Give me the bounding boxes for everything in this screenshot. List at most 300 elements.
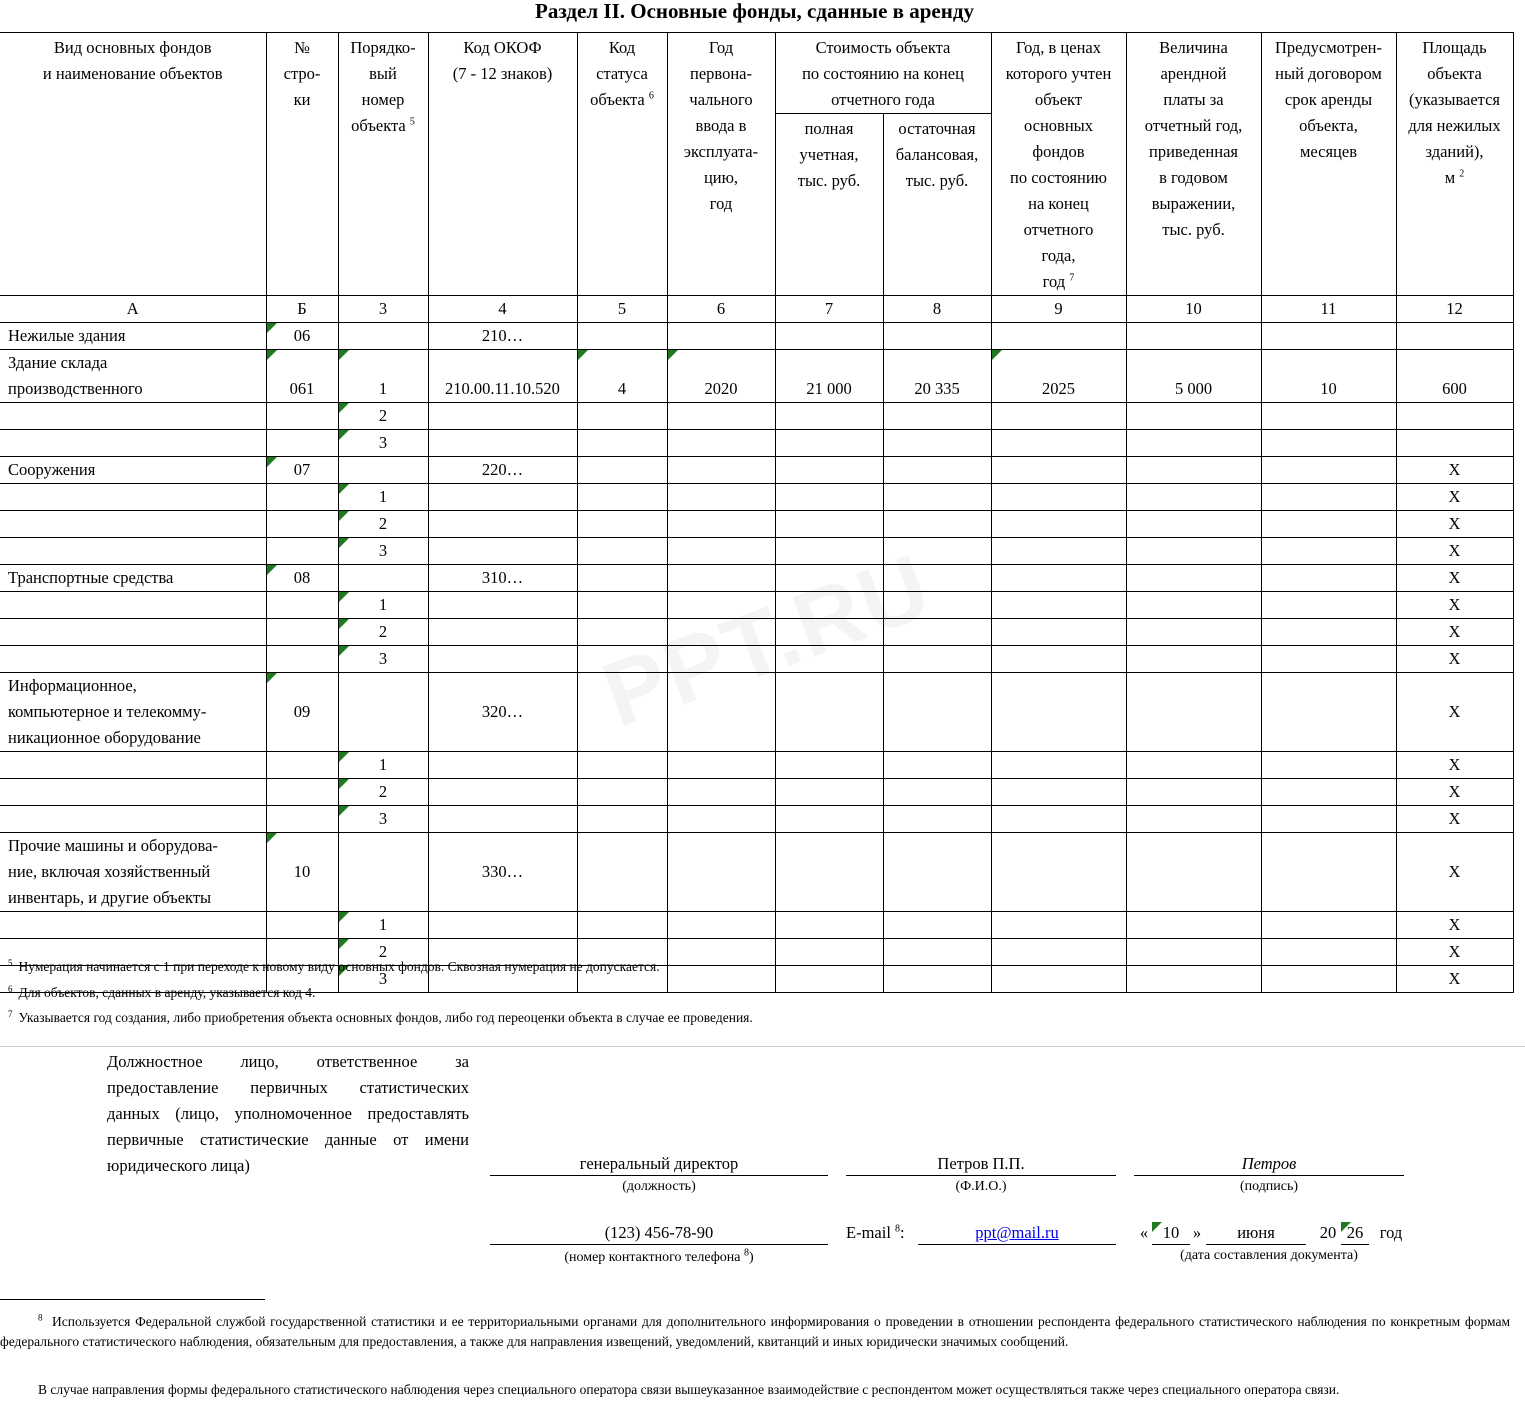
header-line: стро- [283, 64, 321, 83]
header-line: тыс. руб. [1162, 220, 1225, 239]
table-cell[interactable] [1261, 939, 1396, 966]
table-cell[interactable] [1261, 646, 1396, 673]
header-line: остаточная [898, 119, 976, 139]
table-cell[interactable] [428, 538, 577, 565]
table-row [0, 833, 1513, 912]
table-cell[interactable]: 2 [338, 939, 428, 966]
table-cell[interactable]: X [1396, 511, 1513, 538]
header-line: ввода в [695, 116, 747, 135]
table-cell[interactable] [991, 646, 1126, 673]
column-number: 5 [577, 296, 667, 323]
name-field[interactable]: Петров П.П. [846, 1153, 1116, 1176]
table-cell[interactable] [667, 403, 775, 430]
table-row [0, 592, 1513, 619]
header-line: (указывается [1409, 90, 1500, 109]
table-cell[interactable] [991, 779, 1126, 806]
table-cell[interactable] [428, 484, 577, 511]
table-cell[interactable] [266, 779, 338, 806]
table-cell[interactable] [428, 619, 577, 646]
table-cell[interactable] [883, 457, 991, 484]
table-cell[interactable] [991, 833, 1126, 912]
table-cell[interactable] [883, 806, 991, 833]
header-line: год [709, 194, 733, 213]
table-cell[interactable] [1261, 484, 1396, 511]
table-cell[interactable] [667, 484, 775, 511]
header-line: Код ОКОФ [463, 38, 542, 57]
table-cell[interactable] [428, 912, 577, 939]
table-cell[interactable] [991, 403, 1126, 430]
table-cell[interactable] [883, 833, 991, 912]
table-cell[interactable]: 09 [266, 673, 338, 752]
table-cell[interactable]: 2 [338, 511, 428, 538]
table-cell[interactable]: 3 [338, 646, 428, 673]
table-cell[interactable] [667, 966, 775, 993]
table-cell[interactable] [1126, 939, 1261, 966]
table-cell[interactable] [775, 939, 883, 966]
table-cell[interactable] [1126, 912, 1261, 939]
table-cell[interactable] [667, 592, 775, 619]
table-cell[interactable] [1261, 806, 1396, 833]
table-cell[interactable]: 210.00.11.10.520 [428, 350, 577, 403]
table-cell[interactable] [991, 457, 1126, 484]
table-cell[interactable] [428, 403, 577, 430]
table-cell[interactable] [1261, 565, 1396, 592]
email-label: E-mail $^8$: [846, 1223, 905, 1242]
section-title: Раздел II. Основные фонды, сданные в аренду [535, 0, 974, 23]
table-cell[interactable] [991, 966, 1126, 993]
header-line: номер [361, 90, 405, 109]
table-cell[interactable] [667, 457, 775, 484]
table-cell[interactable]: 5 000 [1126, 350, 1261, 403]
table-cell[interactable] [1126, 646, 1261, 673]
table-cell[interactable]: 2020 [667, 350, 775, 403]
table-cell[interactable] [883, 538, 991, 565]
table-cell[interactable] [775, 592, 883, 619]
table-cell[interactable] [577, 538, 667, 565]
table-cell[interactable]: X [1396, 484, 1513, 511]
header-line: объекта $^5$ [351, 116, 415, 135]
table-cell[interactable] [883, 779, 991, 806]
table-cell[interactable] [1126, 806, 1261, 833]
table-cell[interactable] [883, 646, 991, 673]
header-full-cost [775, 114, 883, 296]
table-cell[interactable] [991, 511, 1126, 538]
table-cell[interactable] [883, 619, 991, 646]
table-cell[interactable] [775, 457, 883, 484]
table-cell[interactable] [577, 457, 667, 484]
table-cell[interactable] [577, 833, 667, 912]
table-cell[interactable]: 2 [338, 779, 428, 806]
asset-name-cell [0, 592, 266, 619]
footnote-marker: 7 [1069, 272, 1075, 284]
table-cell[interactable] [266, 592, 338, 619]
header-object-cost [775, 33, 991, 114]
table-row [0, 619, 1513, 646]
table-cell[interactable] [577, 779, 667, 806]
table-row [0, 646, 1513, 673]
table-cell[interactable] [991, 565, 1126, 592]
asset-name-line: Информационное, [8, 676, 137, 695]
footnote-marker: 5 [409, 116, 415, 128]
table-cell[interactable] [775, 323, 883, 350]
table-cell[interactable]: 2 [338, 403, 428, 430]
table-cell[interactable] [775, 565, 883, 592]
header-line: первона- [690, 64, 752, 83]
footnote-marker: 6 [648, 90, 654, 102]
column-number: 10 [1126, 296, 1261, 323]
header-line: Порядко- [350, 38, 416, 57]
asset-name-cell [0, 430, 266, 457]
header-rent-amount [1126, 33, 1261, 296]
date-year-prefix: 20 [1319, 1223, 1337, 1242]
table-cell[interactable] [1261, 403, 1396, 430]
table-cell[interactable] [667, 538, 775, 565]
table-cell[interactable] [667, 673, 775, 752]
table-cell[interactable] [991, 592, 1126, 619]
table-cell[interactable] [266, 403, 338, 430]
header-line: срок аренды [1284, 90, 1373, 109]
table-cell[interactable] [667, 323, 775, 350]
table-cell[interactable]: 4 [577, 350, 667, 403]
table-cell[interactable] [1261, 619, 1396, 646]
table-cell[interactable]: 1 [338, 912, 428, 939]
table-cell[interactable] [1396, 403, 1513, 430]
table-cell[interactable] [991, 806, 1126, 833]
header-line: учетная, [799, 145, 859, 165]
table-cell[interactable] [775, 511, 883, 538]
table-cell[interactable] [1261, 592, 1396, 619]
date-year-field[interactable]: 26 [1341, 1222, 1369, 1245]
table-cell[interactable]: X [1396, 833, 1513, 912]
table-cell[interactable] [1261, 323, 1396, 350]
table-cell[interactable] [883, 323, 991, 350]
table-cell[interactable]: X [1396, 592, 1513, 619]
asset-name-cell: Транспортные средства [0, 565, 266, 592]
table-cell[interactable] [775, 966, 883, 993]
table-cell[interactable] [1261, 457, 1396, 484]
table-cell[interactable]: X [1396, 912, 1513, 939]
table-cell[interactable] [1261, 430, 1396, 457]
table-cell[interactable] [775, 538, 883, 565]
date-close-quote: » [1192, 1223, 1202, 1242]
table-cell[interactable] [883, 592, 991, 619]
table-cell[interactable] [266, 430, 338, 457]
table-cell[interactable] [577, 673, 667, 752]
header-line: и наименование объектов [42, 64, 223, 83]
table-cell[interactable] [266, 806, 338, 833]
table-cell[interactable]: 600 [1396, 350, 1513, 403]
table-cell[interactable] [1126, 430, 1261, 457]
table-cell[interactable] [338, 323, 428, 350]
asset-name-line: Прочие машины и оборудова- [8, 836, 218, 855]
table-cell[interactable] [775, 779, 883, 806]
table-cell[interactable] [991, 484, 1126, 511]
table-cell[interactable]: 320… [428, 673, 577, 752]
table-cell[interactable] [338, 833, 428, 912]
table-cell[interactable] [577, 511, 667, 538]
table-cell[interactable]: 08 [266, 565, 338, 592]
table-cell[interactable]: 2 [338, 619, 428, 646]
asset-name-line: производственного [8, 379, 143, 398]
footnote-rule [0, 1299, 265, 1300]
header-line: тыс. руб. [905, 171, 969, 191]
table-cell[interactable]: 1 [338, 484, 428, 511]
table-cell[interactable] [266, 912, 338, 939]
table-cell[interactable] [1261, 752, 1396, 779]
table-cell[interactable] [428, 592, 577, 619]
table-cell[interactable] [577, 912, 667, 939]
table-cell[interactable]: 1 [338, 752, 428, 779]
table-cell[interactable] [428, 646, 577, 673]
column-number: 7 [775, 296, 883, 323]
table-cell[interactable] [883, 912, 991, 939]
table-cell[interactable] [991, 323, 1126, 350]
table-cell[interactable] [667, 430, 775, 457]
table-cell[interactable] [1261, 966, 1396, 993]
table-cell[interactable] [883, 673, 991, 752]
date-open-quote: « [1139, 1223, 1149, 1242]
table-cell[interactable] [428, 779, 577, 806]
column-number: 9 [991, 296, 1126, 323]
header-line: ки [293, 90, 311, 109]
asset-name-cell [0, 619, 266, 646]
table-cell[interactable] [577, 592, 667, 619]
table-cell[interactable] [1126, 779, 1261, 806]
table-cell[interactable] [1126, 323, 1261, 350]
column-number: 6 [667, 296, 775, 323]
table-cell[interactable] [883, 565, 991, 592]
table-cell[interactable] [266, 752, 338, 779]
table-cell[interactable] [667, 752, 775, 779]
table-cell[interactable] [1261, 779, 1396, 806]
table-cell[interactable] [428, 511, 577, 538]
table-cell[interactable] [1261, 673, 1396, 752]
table-cell[interactable] [667, 646, 775, 673]
table-cell[interactable]: 07 [266, 457, 338, 484]
signature-field[interactable]: Петров [1134, 1153, 1404, 1176]
table-cell[interactable] [991, 912, 1126, 939]
email-link[interactable]: ppt@mail.ru [975, 1223, 1059, 1242]
table-cell[interactable] [991, 619, 1126, 646]
asset-name-line: Здание склада [8, 353, 108, 372]
table-cell[interactable] [577, 619, 667, 646]
table-cell[interactable] [1126, 592, 1261, 619]
asset-name-cell [0, 646, 266, 673]
table-cell[interactable]: 10 [1261, 350, 1396, 403]
table-cell[interactable] [577, 484, 667, 511]
table-cell[interactable] [883, 484, 991, 511]
table-cell[interactable]: X [1396, 673, 1513, 752]
table-cell[interactable] [775, 403, 883, 430]
table-cell[interactable] [266, 538, 338, 565]
table-cell[interactable] [1261, 912, 1396, 939]
table-cell[interactable] [667, 833, 775, 912]
table-cell[interactable]: 310… [428, 565, 577, 592]
table-cell[interactable]: 1 [338, 592, 428, 619]
table-cell[interactable] [1396, 430, 1513, 457]
header-line: объект [1034, 90, 1083, 109]
table-cell[interactable] [266, 619, 338, 646]
table-cell[interactable] [667, 806, 775, 833]
position-field[interactable]: генеральный директор [490, 1153, 828, 1176]
table-cell[interactable]: 21 000 [775, 350, 883, 403]
table-cell[interactable] [883, 966, 991, 993]
header-line: на конец [1028, 194, 1089, 213]
table-cell[interactable] [1126, 833, 1261, 912]
table-cell[interactable] [338, 565, 428, 592]
table-cell[interactable] [667, 779, 775, 806]
table-cell[interactable] [775, 619, 883, 646]
header-line: приведенная [1148, 142, 1238, 161]
table-cell[interactable] [1126, 565, 1261, 592]
table-cell[interactable]: X [1396, 646, 1513, 673]
table-cell[interactable] [266, 511, 338, 538]
table-cell[interactable]: 061 [266, 350, 338, 403]
table-cell[interactable]: 2025 [991, 350, 1126, 403]
table-cell[interactable] [1126, 457, 1261, 484]
table-cell[interactable] [667, 939, 775, 966]
table-cell[interactable] [775, 912, 883, 939]
date-day-field[interactable]: 10 [1152, 1222, 1190, 1245]
phone-field[interactable]: (123) 456-78-90 [490, 1222, 828, 1245]
asset-name-cell [0, 912, 266, 939]
table-cell[interactable]: X [1396, 457, 1513, 484]
table-cell[interactable]: 220… [428, 457, 577, 484]
email-field[interactable] [918, 1222, 1116, 1245]
table-cell[interactable] [1126, 752, 1261, 779]
table-cell[interactable] [775, 430, 883, 457]
table-cell[interactable]: X [1396, 538, 1513, 565]
table-cell[interactable] [1126, 619, 1261, 646]
table-cell[interactable]: 3 [338, 430, 428, 457]
table-cell[interactable] [1126, 511, 1261, 538]
table-row [0, 806, 1513, 833]
table-cell[interactable] [883, 403, 991, 430]
table-cell[interactable] [883, 430, 991, 457]
table-cell[interactable]: 10 [266, 833, 338, 912]
header-line: Предусмотрен- [1274, 38, 1383, 57]
asset-name-cell [0, 806, 266, 833]
header-status-code [577, 33, 667, 296]
table-cell[interactable] [577, 403, 667, 430]
table-cell[interactable] [577, 806, 667, 833]
table-cell[interactable] [266, 484, 338, 511]
table-cell[interactable]: X [1396, 806, 1513, 833]
table-cell[interactable]: 3 [338, 538, 428, 565]
table-cell[interactable] [667, 511, 775, 538]
header-area [1396, 33, 1513, 296]
header-line: для нежилых [1408, 116, 1501, 135]
header-line: объекта $^6$ [590, 90, 654, 109]
header-line: арендной [1160, 64, 1227, 83]
table-cell[interactable]: X [1396, 939, 1513, 966]
table-cell[interactable] [991, 430, 1126, 457]
footnote-6: $^6$ Для объектов, сданных в аренду, указывается код 4. [8, 983, 316, 1000]
table-cell[interactable]: X [1396, 752, 1513, 779]
table-cell[interactable] [667, 619, 775, 646]
header-line: № [294, 38, 310, 57]
table-cell[interactable]: 210… [428, 323, 577, 350]
table-cell[interactable] [577, 430, 667, 457]
table-cell[interactable] [775, 806, 883, 833]
table-cell[interactable] [1126, 673, 1261, 752]
column-number-row [0, 296, 1513, 323]
header-line: в годовом [1159, 168, 1228, 187]
table-cell[interactable] [667, 912, 775, 939]
table-cell[interactable] [428, 806, 577, 833]
signature-caption: (подпись) [1239, 1179, 1299, 1194]
table-cell[interactable]: X [1396, 966, 1513, 993]
table-cell[interactable] [1126, 538, 1261, 565]
table-cell[interactable] [991, 939, 1126, 966]
table-cell[interactable] [991, 752, 1126, 779]
table-cell[interactable] [1261, 538, 1396, 565]
table-cell[interactable]: X [1396, 619, 1513, 646]
table-cell[interactable] [1261, 833, 1396, 912]
table-cell[interactable] [991, 673, 1126, 752]
column-number: 3 [338, 296, 428, 323]
table-cell[interactable] [775, 646, 883, 673]
table-cell[interactable] [577, 565, 667, 592]
table-cell[interactable] [1396, 323, 1513, 350]
table-cell[interactable] [577, 752, 667, 779]
table-row [0, 430, 1513, 457]
table-cell[interactable] [577, 323, 667, 350]
table-cell[interactable] [577, 646, 667, 673]
date-month-field[interactable]: июня [1206, 1222, 1306, 1245]
section-divider [0, 1046, 1525, 1047]
table-cell[interactable] [667, 565, 775, 592]
table-cell[interactable]: 3 [338, 806, 428, 833]
table-row [0, 912, 1513, 939]
asset-name-cell: Нежилые здания [0, 323, 266, 350]
table-cell[interactable]: 3 [338, 966, 428, 993]
table-cell[interactable] [775, 484, 883, 511]
table-cell[interactable] [775, 833, 883, 912]
header-line: выражении, [1151, 194, 1236, 213]
column-number: 12 [1396, 296, 1513, 323]
table-cell[interactable] [775, 673, 883, 752]
table-cell[interactable]: 330… [428, 833, 577, 912]
header-line: м $^2$ [1444, 168, 1465, 187]
table-cell[interactable] [775, 752, 883, 779]
table-cell[interactable]: X [1396, 779, 1513, 806]
table-cell[interactable]: X [1396, 565, 1513, 592]
table-cell[interactable] [991, 538, 1126, 565]
header-line: полная [804, 119, 854, 139]
table-cell[interactable]: 1 [338, 350, 428, 403]
table-cell[interactable]: 20 335 [883, 350, 991, 403]
table-cell[interactable] [883, 752, 991, 779]
table-cell[interactable]: 06 [266, 323, 338, 350]
table-cell[interactable] [338, 457, 428, 484]
table-cell[interactable] [338, 673, 428, 752]
table-cell[interactable] [1126, 484, 1261, 511]
table-cell[interactable] [1126, 966, 1261, 993]
header-residual-cost [883, 114, 991, 296]
position-caption: (должность) [622, 1179, 696, 1194]
table-cell[interactable] [266, 646, 338, 673]
footnote-5: $^5$ Нумерация начинается с 1 при переходе к новому виду основных фондов. Сквозная нумерация не допускается. [8, 957, 660, 974]
table-cell[interactable] [883, 939, 991, 966]
table-cell[interactable] [428, 430, 577, 457]
table-cell[interactable] [1261, 511, 1396, 538]
asset-name-line: ние, включая хозяйственный [8, 862, 211, 881]
table-cell[interactable] [1126, 403, 1261, 430]
table-cell[interactable] [883, 511, 991, 538]
table-cell[interactable] [428, 752, 577, 779]
header-line: Код [608, 38, 636, 57]
